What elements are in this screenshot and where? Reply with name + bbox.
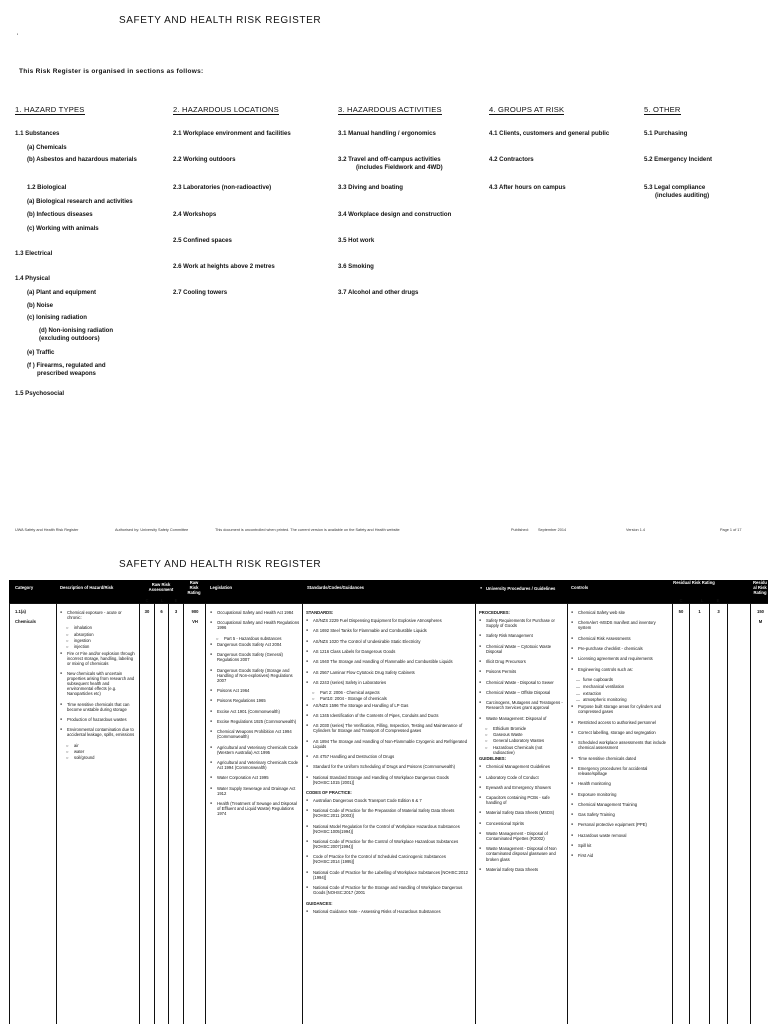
- list-item: 3.3 Diving and boating: [338, 184, 404, 191]
- list-item: 5.2 Emergency Incident: [644, 156, 713, 163]
- section-heading-hazardous-locations: 2. HAZARDOUS LOCATIONS: [173, 105, 279, 114]
- col-divider: [56, 603, 57, 1024]
- list-item: 2.5 Confined spaces: [173, 237, 232, 244]
- list-item: (c) Working with animals: [27, 225, 99, 232]
- header-raw-c: C: [145, 598, 149, 603]
- list-item: GUIDANCES:: [306, 900, 333, 906]
- list-item: (c) Ionising radiation: [27, 314, 87, 321]
- header-residual-assessment: Residual Risk Rating: [673, 580, 715, 585]
- list-item: ● Correct labelling, storage and segregation: [571, 730, 670, 735]
- list-item: ● Chemical Management Guidelines: [479, 764, 565, 769]
- list-item: ● Capacitors containing PCBs - safe handling of: [479, 795, 565, 805]
- col-divider: [205, 603, 206, 1024]
- res-l-value: 1: [698, 609, 701, 614]
- list-item: ● AS 1216 Class Labels for Dangerous Goods: [306, 649, 472, 654]
- list-item: ● Water Supply Sewerage and Drainage Act 1912: [210, 786, 300, 796]
- list-item: ● Carcinogens, Mutagens and Teratogens - Research Services grant approval: [479, 700, 565, 710]
- row-divider: [9, 603, 768, 604]
- section-heading-other: 5. OTHER: [644, 105, 681, 114]
- list-item: ● Excise Act 1901 (Commonwealth): [210, 709, 300, 714]
- list-item: ● Pre-purchase checklist - chemicals: [571, 646, 670, 651]
- list-item: CODES OF PRACTICE:: [306, 789, 352, 795]
- header-raw-e: E: [174, 598, 178, 603]
- res-e-value: 3: [717, 609, 720, 614]
- list-item: ● AS 2030 (series) The Verification, Filling, Inspection, Testing and Maintenance of Cylinders for Storage and Transport of Compressed gases: [306, 723, 472, 733]
- list-item: ● Personal protective equipment (PPE): [571, 822, 670, 827]
- list-item: ● Laboratory Code of Conduct: [479, 775, 565, 780]
- footer-version: Version 1.4: [626, 528, 645, 532]
- col-divider: [709, 603, 710, 1024]
- list-item: ● Chemical exposure - acute or chronic:: [60, 610, 136, 620]
- category-code: 1.1(a): [15, 609, 26, 614]
- list-item: ● Spill kit: [571, 843, 670, 848]
- list-item: ● First Aid: [571, 853, 670, 858]
- list-item: 1.1 Substances: [15, 130, 60, 137]
- list-item: (a) Biological research and activities: [27, 198, 133, 205]
- col-divider: [9, 603, 10, 1024]
- col-divider: [567, 603, 568, 1024]
- list-item: ● Emergency procedures for accidental release/spillage: [571, 766, 670, 776]
- list-item: ● Excise Regulations 1925 (Commonwealth): [210, 719, 300, 724]
- list-item: ● Eyewash and Emergency Showers: [479, 785, 565, 790]
- stray-mark: ': [17, 34, 19, 40]
- list-item: ● AS/NZS 2229 Fuel Dispensing Equipment for Explosive Atmospheres: [306, 618, 472, 623]
- list-item: ● Poisons Act 1964: [210, 688, 300, 693]
- section-heading-hazardous-activities: 3. HAZARDOUS ACTIVITIES: [338, 105, 442, 114]
- header-res-c: C: [679, 598, 683, 603]
- list-item: ○ Part 2: 2006 - Chemical aspects: [306, 690, 472, 695]
- list-item: ● ChemAlert -MSDS manifest and inventory system: [571, 620, 670, 630]
- list-item: ● Hazardous waste removal: [571, 833, 670, 838]
- list-item: ● Production of hazardous wastes: [60, 717, 136, 722]
- list-item: 2.7 Cooling towers: [173, 289, 228, 296]
- list-item: ● AS/NZS 1020 The Control of Undesirable Static Electricity: [306, 639, 472, 644]
- list-item: 2.1 Workplace environment and facilities: [173, 130, 291, 137]
- raw-c-value: 30: [144, 609, 150, 614]
- list-item: ● AS 1894 The Storage and Handling of Non-Flammable Cryogenic and Refrigerated Liquids: [306, 739, 472, 749]
- list-item: ● Occupational Safety and Health Act 1984: [210, 610, 300, 615]
- table-header: [9, 580, 768, 603]
- footer-published: September 2014: [538, 528, 567, 532]
- description-list: [60, 610, 136, 762]
- list-item: ● Standard for the Uniform Scheduling of Drugs and Poisons (Commonwealth): [306, 764, 472, 769]
- res-rating-level: M: [758, 619, 763, 624]
- list-item: 4.1 Clients, customers and general public: [489, 130, 610, 137]
- procedures-list: [479, 610, 565, 877]
- list-item: ● Licensing agreements and requirements: [571, 656, 670, 661]
- list-item: ● National Code of Practice for the Storage and Handling of Workplace Dangerous Goods [NOHSC:2017 (2001: [306, 885, 472, 895]
- list-item: ● National Code of Practice for the Preparation of Material Safety Data Sheets [NOHSC:2011 (2003)]: [306, 808, 472, 818]
- list-item: ● Health monitoring: [571, 781, 670, 786]
- page-title: SAFETY AND HEALTH RISK REGISTER: [119, 15, 322, 26]
- list-item: ● Chemical Waste – Cytotoxic Waste Disposal: [479, 644, 565, 654]
- list-item: ○ inhalation: [60, 625, 136, 630]
- list-item: 5.3 Legal compliance: [644, 184, 706, 191]
- list-item: — mechanical ventilation: [571, 684, 670, 689]
- header-category: Category: [15, 585, 34, 590]
- footer-authorised: Authorised by: University Safety Committee: [115, 528, 189, 532]
- list-item: 4.2 Contractors: [489, 156, 534, 163]
- raw-rating-value: 900: [191, 609, 199, 614]
- list-item: ● National Standard Storage and Handling of Workplace Dangerous Goods [NOHSC:1015 (2001)]: [306, 775, 472, 785]
- list-item: ● Occupational Safety and Health Regulations 1996: [210, 620, 300, 630]
- raw-e-value: 3: [174, 609, 178, 614]
- list-item: — atmospheric monitoring: [571, 697, 670, 702]
- list-item: 4.3 After hours on campus: [489, 184, 566, 191]
- list-item: ● Chemical Waste - Disposal to Sewer: [479, 680, 565, 685]
- footer-doc: UWA Safety and Health Risk Register: [15, 528, 79, 532]
- list-item: ● Chemical Safety web site: [571, 610, 670, 615]
- list-item: prescribed weapons: [37, 370, 96, 377]
- header-residual-rating: Residu al Risk Rating: [753, 580, 767, 595]
- intro-text: This Risk Register is organised in sections as follows:: [19, 68, 204, 75]
- list-item: ● Dangerous Goods Safety Act 2004: [210, 642, 300, 647]
- list-item: ● Illicit Drug Precursors: [479, 659, 565, 664]
- list-item: ● Chemical Weapons Prohibition Act 1994 (Commonwealth): [210, 729, 300, 739]
- list-item: 3.5 Hot work: [338, 237, 375, 244]
- list-item: 3.6 Smoking: [338, 263, 374, 270]
- list-item: ○ absorption: [60, 632, 136, 637]
- list-item: ● AS/NZS 1596 The Storage and Handling of LP Gas: [306, 703, 472, 708]
- col-divider: [750, 603, 751, 1024]
- list-item: ○ water: [60, 749, 136, 754]
- list-item: ● AS 1692 Steel Tanks for Flammable and Combustible Liquids: [306, 628, 472, 633]
- list-item: (e) Traffic: [27, 349, 55, 356]
- list-item: ● Agricultural and Veterinary Chemicals Code (Western Australia) Act 1995: [210, 745, 300, 755]
- header-standards: Standards/Codes/Guidances: [307, 585, 365, 590]
- list-item: ● AS 1940 The Storage and Handling of Flammable and Combustible Liquids: [306, 659, 472, 664]
- list-item: ● Chemical Management Training: [571, 802, 670, 807]
- list-item: ● New chemicals with uncertain properties arising from research and subsequent health and environmental effects (e.g. Nanoparticles etc): [60, 671, 136, 696]
- header-raw-l: L: [160, 598, 164, 603]
- list-item: (f ) Firearms, regulated and: [27, 362, 106, 369]
- section-heading-groups-at-risk: 4. GROUPS AT RISK: [489, 105, 565, 114]
- list-item: ○ injection: [60, 644, 136, 649]
- list-item: ● AS 2567 Laminar Flow Cytotoxic Drug Safety Cabinets: [306, 670, 472, 675]
- list-item: ○ Hazardous Chemicals (not radioactive): [479, 745, 565, 755]
- list-item: ● Safety Requirements for Purchase or Supply of Goods: [479, 618, 565, 628]
- header-procedures-bullet: ●: [480, 586, 483, 590]
- hazard-types-list: [0, 0, 768, 420]
- header-procedures: University Procedures / Guidelines: [486, 586, 556, 591]
- list-item: ● National Code of Practice for the Labelling of Workplace Substances [NOHSC:2012 (1994)]: [306, 870, 472, 880]
- section-heading-hazard-types: 1. HAZARD TYPES: [15, 105, 85, 114]
- list-item: 1.2 Biological: [27, 184, 67, 191]
- list-item: ● Waste Management - Disposal of Contaminated Pipettes (R2002): [479, 831, 565, 841]
- list-item: (b) Noise: [27, 302, 54, 309]
- footer-page: Page 1 of 17: [720, 528, 742, 532]
- list-item: — fume cupboards: [571, 677, 670, 682]
- list-item: 1.5 Psychosocial: [15, 390, 65, 397]
- list-item: ● Exposure monitoring: [571, 792, 670, 797]
- list-item: ○ General Laboratory Wastes: [479, 738, 565, 743]
- legislation-list: [210, 610, 300, 821]
- list-item: (a) Chemicals: [27, 144, 67, 151]
- list-item: 3.7 Alcohol and other drugs: [338, 289, 419, 296]
- list-item: 2.3 Laboratories (non-radioactive): [173, 184, 272, 191]
- list-item: 2.6 Work at heights above 2 metres: [173, 263, 275, 270]
- list-item: ● Waste Management: Disposal of: [479, 716, 565, 721]
- list-item: ● AS 1345 Identification of the Contents of Pipes, Conduits and Ducts: [306, 713, 472, 718]
- list-item: 2.2 Working outdoors: [173, 156, 236, 163]
- list-item: STANDARDS:: [306, 610, 334, 615]
- list-item: ● Water Corporation Act 1995: [210, 775, 300, 780]
- list-item: ● Fire or Fire and/or explosion through incorrect storage, handling, labeling or mixing of chemicals: [60, 651, 136, 666]
- list-item: (includes Fieldwork and 4WD): [356, 164, 443, 171]
- list-item: (d) Non-ionising radiation: [39, 327, 114, 334]
- controls-list: [571, 610, 670, 864]
- list-item: ● Restricted access to authorised personnel: [571, 720, 670, 725]
- list-item: ● National Model Regulation for the Control of Workplace Hazardous Substances [NOHSC:1005(1994)]: [306, 824, 472, 834]
- header-legislation: Legislation: [210, 585, 233, 590]
- list-item: ○ Part10: 2004 - Storage of chemicals: [306, 696, 472, 701]
- col-divider: [689, 603, 690, 1024]
- list-item: ● Health (Treatment of Sewage and Disposal of Effluent and Liquid Waste) Regulations 1974: [210, 801, 300, 816]
- list-item: ● Code of Practice for the Control of Scheduled Carcinogenic Substances [NOHSC:2014 (1995)]: [306, 854, 472, 864]
- list-item: ● Poisons Regulations 1965: [210, 698, 300, 703]
- list-item: ● Poisons Permits: [479, 669, 565, 674]
- res-rating-value: 150: [757, 609, 764, 614]
- res-c-value: 50: [678, 609, 684, 614]
- header-controls: Controls: [571, 585, 589, 590]
- category-name: Chemicals: [15, 619, 36, 624]
- list-item: 1.3 Electrical: [15, 250, 53, 257]
- page-title-2: SAFETY AND HEALTH RISK REGISTER: [119, 559, 322, 570]
- list-item: — extraction: [571, 691, 670, 696]
- list-item: ● Chemical Risk Assessments: [571, 636, 670, 641]
- list-item: ● Time sensitive chemicals dated: [571, 756, 670, 761]
- list-item: 3.2 Travel and off-campus activities: [338, 156, 441, 163]
- list-item: ● Purpose built storage areas for cylinders and compressed gases: [571, 704, 670, 714]
- list-item: 3.1 Manual handling / ergonomics: [338, 130, 436, 137]
- raw-l-value: 6: [160, 609, 163, 614]
- list-item: ○ Part 5 - Hazardous substances: [210, 636, 300, 641]
- list-item: 2.4 Workshops: [173, 211, 217, 218]
- list-item: ○ Gaseous Waste: [479, 732, 565, 737]
- list-item: ○ soil/ground: [60, 755, 136, 760]
- list-item: ○ air: [60, 743, 136, 748]
- list-item: ● Scheduled workplace assessments that include chemical assessment: [571, 740, 670, 750]
- list-item: ● Concessional Spirits: [479, 821, 565, 826]
- list-item: ● Chemical Waste – Offsite Disposal: [479, 690, 565, 695]
- list-item: ● Time sensitive chemicals that can become unstable during storage: [60, 702, 136, 712]
- list-item: ○ Ethidium Bromide: [479, 726, 565, 731]
- col-divider: [672, 603, 673, 1024]
- list-item: (a) Plant and equipment: [27, 289, 97, 296]
- list-item: (excluding outdoors): [39, 335, 100, 342]
- list-item: ● National Guidance Note - Assessing Risks of Hazardous Substances: [306, 909, 472, 914]
- list-item: ○ ingestion: [60, 638, 136, 643]
- list-item: 5.1 Purchasing: [644, 130, 688, 137]
- list-item: (b) Asbestos and hazardous materials: [27, 156, 137, 163]
- list-item: 3.4 Workplace design and construction: [338, 211, 452, 218]
- col-divider: [727, 603, 728, 1024]
- list-item: ● National Code of Practice for the Control of Workplace Hazardous Substances [NOHSC:2007(1994)]: [306, 839, 472, 849]
- list-item: ● Agricultural and Veterinary Chemicals Code Act 1994 (Commonwealth): [210, 760, 300, 770]
- list-item: ● AS 4757 Handling and Destruction of Drugs: [306, 754, 472, 759]
- header-res-l: L: [700, 598, 704, 603]
- list-item: GUIDELINES:: [479, 756, 506, 762]
- list-item: ● AS 2243 (series) Safety in Laboratories: [306, 680, 472, 685]
- list-item: 1.4 Physical: [15, 275, 50, 282]
- list-item: ● Material Safety Data Sheets: [479, 867, 565, 872]
- list-item: ● Material Safety Data Sheets (MSDS): [479, 810, 565, 815]
- list-item: (includes auditing): [655, 192, 710, 199]
- list-item: (b) Infectious diseases: [27, 211, 93, 218]
- list-item: PROCEDURES:: [479, 610, 510, 615]
- col-divider: [183, 603, 184, 1024]
- list-item: ● Dangerous Goods Safety (General) Regulations 2007: [210, 652, 300, 662]
- col-divider: [302, 603, 303, 1024]
- header-description: Description of Hazard/Risk: [60, 585, 114, 590]
- col-divider: [168, 603, 169, 1024]
- col-divider: [154, 603, 155, 1024]
- header-res-e: E: [716, 598, 720, 603]
- list-item: ● Australian Dangerous Goods Transport Code Edition 6 & 7: [306, 798, 472, 803]
- col-divider: [475, 603, 476, 1024]
- standards-list: [306, 610, 472, 919]
- header-raw-assessment: Raw Risk Assessment: [148, 582, 174, 592]
- list-item: ● Waste Management - Disposal of Non contaminated disposal glassware and broken glass: [479, 846, 565, 861]
- list-item: ● Gas Safety Training: [571, 812, 670, 817]
- list-item: ● Safety Risk Management: [479, 633, 565, 638]
- list-item: ● Environmental contamination due to accidental leakage, spills, emissions: [60, 727, 136, 737]
- header-raw-rating: Raw Risk Rating: [187, 580, 201, 595]
- list-item: ● Dangerous Goods Safety (Storage and Handling of Non-explosives) Regulations 2007: [210, 668, 300, 683]
- footer-note: This document is uncontrolled when printed. The current version is available on the Safety and Health website: [215, 528, 400, 532]
- col-divider: [139, 603, 140, 1024]
- footer-published-label: Published:: [511, 528, 529, 532]
- list-item: ● Engineering controls such as:: [571, 667, 670, 672]
- raw-rating-level: VH: [192, 619, 198, 624]
